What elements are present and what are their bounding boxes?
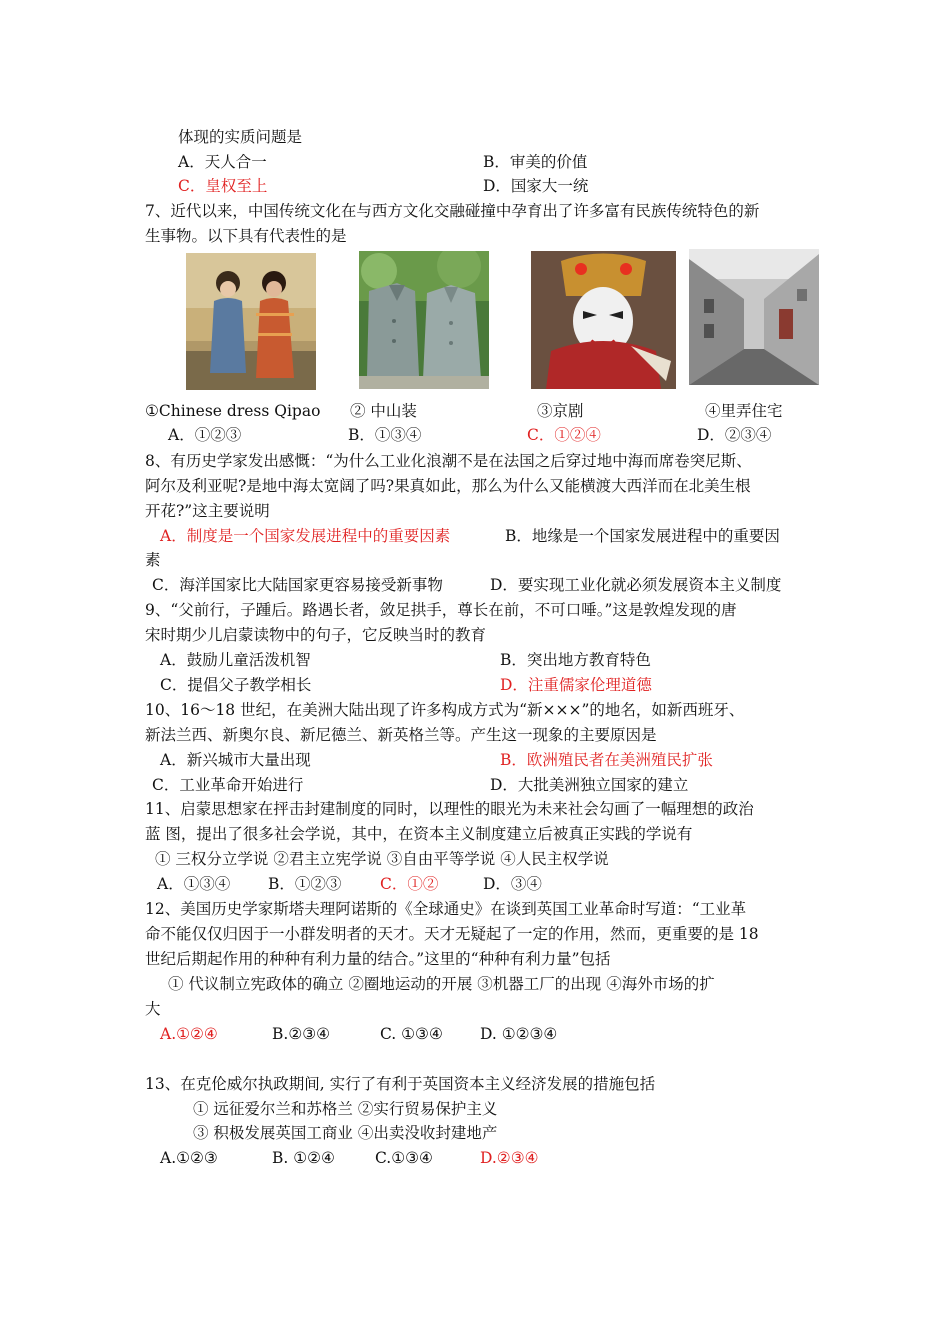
q13-option-b: B. ①②④ <box>272 1149 335 1167</box>
q13-option-d-answer: D.②③④ <box>480 1149 539 1167</box>
q8-option-c: C．海洋国家比大陆国家更容易接受新事物 <box>152 576 443 594</box>
q7-option-d: D．②③④ <box>697 426 772 444</box>
q9-option-a: A．鼓励儿童活泼机智 <box>160 651 311 669</box>
lilong-house-photo <box>689 249 819 385</box>
q13-statements-2: ③ 积极发展英国工商业 ④出卖没收封建地产 <box>193 1124 498 1142</box>
q7-option-c-answer: C．①②④ <box>527 426 601 444</box>
q6-option-b: B．审美的价值 <box>483 153 588 171</box>
q7-option-a: A．①②③ <box>168 426 242 444</box>
q12-stem-line3: 世纪后期起作用的种种有利力量的结合。”这里的“种种有利力量”包括 <box>145 950 611 968</box>
q11-option-d: D．③④ <box>483 875 542 893</box>
q6-option-d: D．国家大一统 <box>483 177 589 195</box>
q11-option-a: A．①③④ <box>157 875 231 893</box>
q7-option-b: B．①③④ <box>348 426 422 444</box>
q8-option-d: D．要实现工业化就必须发展资本主义制度 <box>490 576 782 594</box>
q10-option-b-answer: B．欧洲殖民者在美洲殖民扩张 <box>500 751 713 769</box>
q11-option-b: B．①②③ <box>268 875 342 893</box>
qipao-caption: ①Chinese dress Qipao <box>145 402 321 420</box>
q11-statements: ① 三权分立学说 ②君主立宪学说 ③自由平等学说 ④人民主权学说 <box>155 850 609 868</box>
q12-statements-cont: 大 <box>145 1000 161 1018</box>
q7-stem-line2: 生事物。以下具有代表性的是 <box>145 227 347 245</box>
q8-stem-line1: 8、有历史学家发出感慨：“为什么工业化浪潮不是在法国之后穿过地中海而席卷突尼斯、 <box>145 452 752 470</box>
q12-stem-line1: 12、美国历史学家斯塔夫理阿诺斯的《全球通史》在谈到英国工业革命时写道：“工业革 <box>145 900 747 918</box>
q10-option-c: C．工业革命开始进行 <box>152 776 304 794</box>
q8-option-a-answer: A．制度是一个国家发展进程中的重要因素 <box>160 527 451 545</box>
q12-option-a-answer: A.①②④ <box>160 1025 218 1043</box>
q8-stem-line2: 阿尔及利亚呢?是地中海太宽阔了吗?果真如此，那么为什么又能横渡大西洋而在北美生根 <box>145 477 751 495</box>
q12-option-b: B.②③④ <box>272 1025 331 1043</box>
q10-stem-line1: 10、16～18 世纪，在美洲大陆出现了许多构成方式为“新×××”的地名，如新西班牙、 <box>145 701 745 719</box>
q6-option-a: A．天人合一 <box>178 153 267 171</box>
q11-option-c-answer: C．①② <box>380 875 439 893</box>
q11-stem-line2: 蓝 图，提出了很多社会学说，其中，在资本主义制度建立后被真正实践的学说有 <box>145 825 693 843</box>
q11-stem-line1: 11、启蒙思想家在抨击封建制度的同时，以理性的眼光为未来社会勾画了一幅理想的政治 <box>145 800 754 818</box>
q6-option-c-answer: C．皇权至上 <box>178 177 268 195</box>
q12-option-d: D. ①②③④ <box>480 1025 558 1043</box>
q8-option-b-cont: 素 <box>145 551 161 569</box>
zhongshan-suit-caption: ② 中山装 <box>350 402 417 420</box>
qipao-photo <box>186 253 316 390</box>
q6-stem-tail: 体现的实质问题是 <box>178 128 303 146</box>
peking-opera-photo <box>531 251 676 389</box>
lilong-house-caption: ④里弄住宅 <box>705 402 783 420</box>
q13-statements-1: ① 远征爱尔兰和苏格兰 ②实行贸易保护主义 <box>193 1100 498 1118</box>
q10-option-a: A．新兴城市大量出现 <box>160 751 311 769</box>
q10-option-d: D．大批美洲独立国家的建立 <box>490 776 689 794</box>
q7-stem-line1: 7、近代以来，中国传统文化在与西方文化交融碰撞中孕育出了许多富有民族传统特色的新 <box>145 202 760 220</box>
q12-stem-line2: 命不能仅仅归因于一小群发明者的天才。天才无疑起了一定的作用，然而，更重要的是 18 <box>145 925 759 943</box>
q8-stem-line3: 开花?”这主要说明 <box>145 502 270 520</box>
q12-statements: ① 代议制立宪政体的确立 ②圈地运动的开展 ③机器工厂的出现 ④海外市场的扩 <box>168 975 715 993</box>
q13-option-c: C.①③④ <box>375 1149 433 1167</box>
q9-stem-line1: 9、“父前行，子踵后。路遇长者，敛足拱手，尊长在前，不可口唾。”这是敦煌发现的唐 <box>145 601 737 619</box>
q8-option-b: B．地缘是一个国家发展进程中的重要因 <box>505 527 780 545</box>
q9-stem-line2: 宋时期少儿启蒙读物中的句子，它反映当时的教育 <box>145 626 487 644</box>
peking-opera-caption: ③京剧 <box>537 402 584 420</box>
q12-option-c: C. ①③④ <box>380 1025 443 1043</box>
q9-option-c: C．提倡父子教学相长 <box>160 676 312 694</box>
q13-stem: 13、在克伦威尔执政期间, 实行了有利于英国资本主义经济发展的措施包括 <box>145 1075 656 1093</box>
q9-option-d-answer: D．注重儒家伦理道德 <box>500 676 652 694</box>
zhongshan-suit-photo <box>359 251 489 389</box>
q9-option-b: B．突出地方教育特色 <box>500 651 651 669</box>
q10-stem-line2: 新法兰西、新奥尔良、新尼德兰、新英格兰等。产生这一现象的主要原因是 <box>145 726 657 744</box>
q13-option-a: A.①②③ <box>160 1149 218 1167</box>
